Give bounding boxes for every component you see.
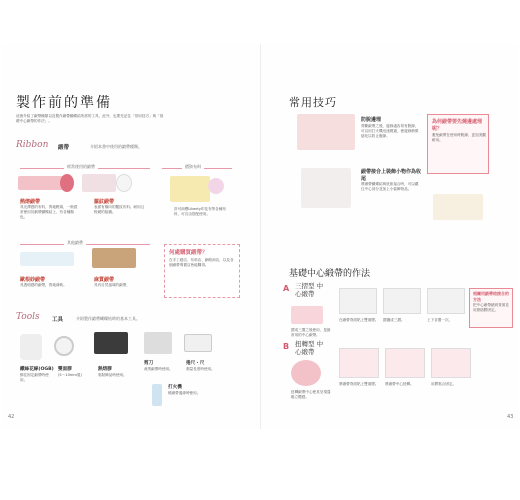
tool-desc: (5～10mm寬) xyxy=(58,373,82,377)
tape-image xyxy=(54,336,74,356)
ribbon-desc: 具透明感的緞帶，質地薄軟。 xyxy=(20,283,67,287)
ribbon-desc: 具光澤感的布料，質地輕薄，一般經常使用於緞帶蝴蝶結上，有各種顏色。 xyxy=(20,205,78,219)
method-desc: 扭轉緞帶中心使其呈現蓬鬆立體感。 xyxy=(291,390,331,399)
tool-name: 捲尺・尺 xyxy=(186,361,205,366)
cat-common-label: 經常使用的緞帶 xyxy=(64,164,98,169)
accessory-photo xyxy=(433,194,483,220)
method-section-title: 基礎中心緞帶的作法 xyxy=(289,269,371,279)
scissors-image xyxy=(144,332,172,354)
ribbon-name: 羅紋緞帶 xyxy=(94,199,115,205)
ribbon-script-heading: Ribbon xyxy=(16,140,49,150)
technique-photo-1 xyxy=(297,114,355,150)
step-photo xyxy=(339,288,377,314)
grosgrain-ribbon-image xyxy=(82,174,116,192)
ribbon-name: 麻質緞帶 xyxy=(94,277,115,283)
organza-ribbon-image xyxy=(20,252,74,266)
tool-desc: 燒緞帶邊緣時使用。 xyxy=(168,391,201,395)
tool-desc: 測量長度時使用。 xyxy=(186,367,215,371)
tool-desc: 裁剪緞帶時使用。 xyxy=(144,367,173,371)
ribbon-name: 歐根紗緞帶 xyxy=(20,277,46,283)
bow-image xyxy=(291,306,323,324)
tool-name: 雙面膠 xyxy=(58,367,72,372)
step-photo xyxy=(383,288,421,314)
ribbon-desc: 許可商標Liberty印花布等各種布料，可自由搭配使用。 xyxy=(174,207,227,216)
tool-desc: 黏貼飾品時使用。 xyxy=(98,373,127,377)
cat-other-label: 其他緞帶 xyxy=(64,240,86,245)
method-title: 扭轉型 中心緞帶 xyxy=(295,340,324,356)
step-text: 上下各摺一次。 xyxy=(427,318,453,322)
ribbon-spool-image xyxy=(116,174,132,192)
ribbon-roll-image xyxy=(60,174,74,192)
tools-subtitle: 介紹製作緞帶蝴蝶結時的基本工具。 xyxy=(76,316,140,321)
wire-spool-image xyxy=(20,334,42,360)
ribbon-subtitle: 介紹本書中使用的緞帶種類。 xyxy=(90,144,142,149)
page-title: 製作前的準備 xyxy=(16,95,112,111)
fabric-flower-image xyxy=(208,178,224,194)
tool-name: 剪刀 xyxy=(144,361,154,366)
tip-title: 為何緞帶要先燒邊處理呢？ xyxy=(432,119,483,132)
tool-desc: 綁住固定緞帶時使用。 xyxy=(20,373,49,382)
liberty-fabric-image xyxy=(170,176,210,202)
ribbon-name: 熱熔緞帶 xyxy=(20,199,41,205)
method-letter: A xyxy=(283,284,290,293)
cat-special-label: 價資布料 xyxy=(182,164,204,169)
method-letter: B xyxy=(283,342,290,351)
method-desc: 摺成三摺之後使用，是最常用的中心緞帶。 xyxy=(291,328,331,337)
tool-name: 熱熔膠 xyxy=(98,367,112,372)
tip-text: 避免緞帶在使用時脫線，更加美觀耐用。 xyxy=(432,133,486,142)
tech-desc: 剪斷緞帶之後，邊緣處容易有脫線，可以用打火機迅速燒過，使邊緣稍微熔化以防止脫線。 xyxy=(361,124,419,138)
step-photo xyxy=(339,348,379,378)
ribbon-desc: 表面有橫向的羅紋布料。耐用且較硬的組織。 xyxy=(94,205,145,214)
method-title: 三摺型 中心緞帶 xyxy=(295,282,324,298)
page-number: 42 xyxy=(8,414,15,420)
side-tip-title: 相關用緞帶結接合的方法 xyxy=(473,291,509,302)
twist-bow-image xyxy=(291,360,321,386)
book-spread xyxy=(2,44,518,429)
step-text: 用膠黏合固定。 xyxy=(431,382,457,386)
ribbon-heading: 緞帶 xyxy=(58,145,70,151)
tool-name: 打火機 xyxy=(168,385,182,390)
tech-name: 防脫邊理 xyxy=(361,117,382,123)
page-number: 43 xyxy=(507,414,514,420)
tip-box xyxy=(164,244,240,298)
step-text: 將緞帶中心扭轉。 xyxy=(385,382,414,386)
ribbon-desc: 具有自然風味的緞帶， xyxy=(94,283,130,287)
side-tip-text: 把中心緞帶繞到背面並用熱熔膠固定。 xyxy=(473,303,509,312)
step-photo xyxy=(431,348,471,378)
glue-gun-image xyxy=(94,332,128,354)
step-photo xyxy=(427,288,465,314)
tools-script-heading: Tools xyxy=(16,312,40,322)
ruler-image xyxy=(184,334,212,352)
step-text: 摺疊成三摺。 xyxy=(383,318,405,322)
step-text: 在緞帶背面貼上雙面膠。 xyxy=(339,318,379,322)
satin-ribbon-image xyxy=(18,176,66,190)
tip-text: 在手工藝店、布料店、網路商店，以及各個緞帶專賣店皆能購得。 xyxy=(169,258,234,267)
tools-heading: 工具 xyxy=(52,317,64,323)
step-photo xyxy=(385,348,425,378)
right-page xyxy=(260,44,518,429)
tip-title: 何處購買緞帶？ xyxy=(169,250,208,256)
intro-text: 這裡介紹了緞帶種類以及製作緞帶蝴蝶結所需的工具，此外，也要先記住「常用技巧」與「基礎中心緞帶的作法」。 xyxy=(16,114,164,123)
linen-ribbon-image xyxy=(92,248,136,268)
tip-box xyxy=(427,114,489,174)
section-title: 常用技巧 xyxy=(289,96,337,109)
step-text: 將緞帶背面貼上雙面膠。 xyxy=(339,382,379,386)
tech-desc: 將緞帶蝴蝶結與底座接合時，可以藏住中心部分並加上小裝飾物品。 xyxy=(361,182,419,191)
technique-photo-2 xyxy=(301,168,351,208)
tech-name: 緞帶接合上裝飾小物作為收尾 xyxy=(361,169,422,182)
lighter-image xyxy=(152,384,162,406)
side-tip-box xyxy=(469,288,513,328)
left-page xyxy=(2,44,260,429)
tool-name: 鐵絲花線(OGB) xyxy=(20,367,54,372)
